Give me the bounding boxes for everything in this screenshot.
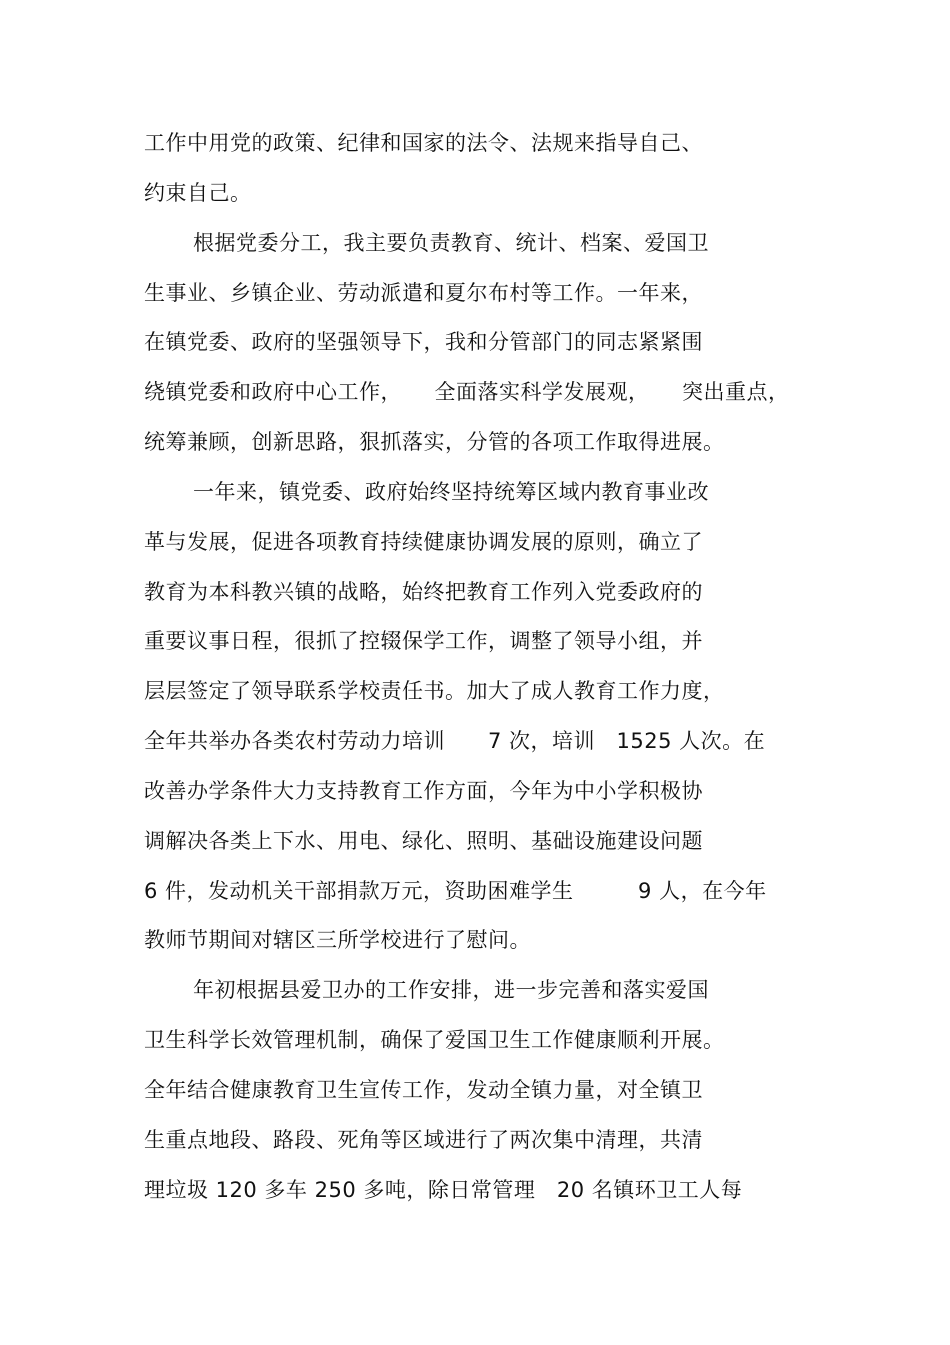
text-line: 层层签定了领导联系学校责任书。加大了成人教育工作力度， [144,679,725,703]
paragraph-start: 年初根据县爱卫办的工作安排，进一步完善和落实爱国 [193,978,709,1002]
text-line: 教育为本科教兴镇的战略，始终把教育工作列入党委政府的 [144,580,703,604]
text-line: 生重点地段、路段、死角等区域进行了两次集中清理，共清 [144,1128,703,1152]
text-line: 统筹兼顾，创新思路，狠抓落实，分管的各项工作取得进展。 [144,430,725,454]
text-line: 全年结合健康教育卫生宣传工作，发动全镇力量，对全镇卫 [144,1078,703,1102]
text-line: 全年共举办各类农村劳动力培训 7 次，培训 1525 人次。在 [144,729,766,753]
text-line: 革与发展，促进各项教育持续健康协调发展的原则，确立了 [144,530,703,554]
text-line: 工作中用党的政策、纪律和国家的法令、法规来指导自己、 [144,131,703,155]
text-line: 卫生科学长效管理机制，确保了爱国卫生工作健康顺利开展。 [144,1028,725,1052]
paragraph-start: 根据党委分工，我主要负责教育、统计、档案、爱国卫 [193,231,709,255]
text-line: 改善办学条件大力支持教育工作方面，今年为中小学积极协 [144,779,703,803]
text-line: 6 件，发动机关干部捐款万元，资助困难学生 9 人，在今年 [144,879,767,903]
paragraph-start: 一年来，镇党委、政府始终坚持统筹区域内教育事业改 [193,480,709,504]
text-line: 约束自己。 [144,181,252,205]
text-line: 教师节期间对辖区三所学校进行了慰问。 [144,928,531,952]
text-line: 在镇党委、政府的坚强领导下，我和分管部门的同志紧紧围 [144,330,703,354]
text-line: 理垃圾 120 多车 250 多吨，除日常管理 20 名镇环卫工人每 [144,1178,743,1202]
text-line: 绕镇党委和政府中心工作， 全面落实科学发展观， 突出重点， [144,380,790,404]
text-line: 生事业、乡镇企业、劳动派遣和夏尔布村等工作。一年来， [144,281,703,305]
text-line: 重要议事日程，很抓了控辍保学工作，调整了领导小组，并 [144,629,703,653]
text-line: 调解决各类上下水、用电、绿化、照明、基础设施建设问题 [144,829,703,853]
